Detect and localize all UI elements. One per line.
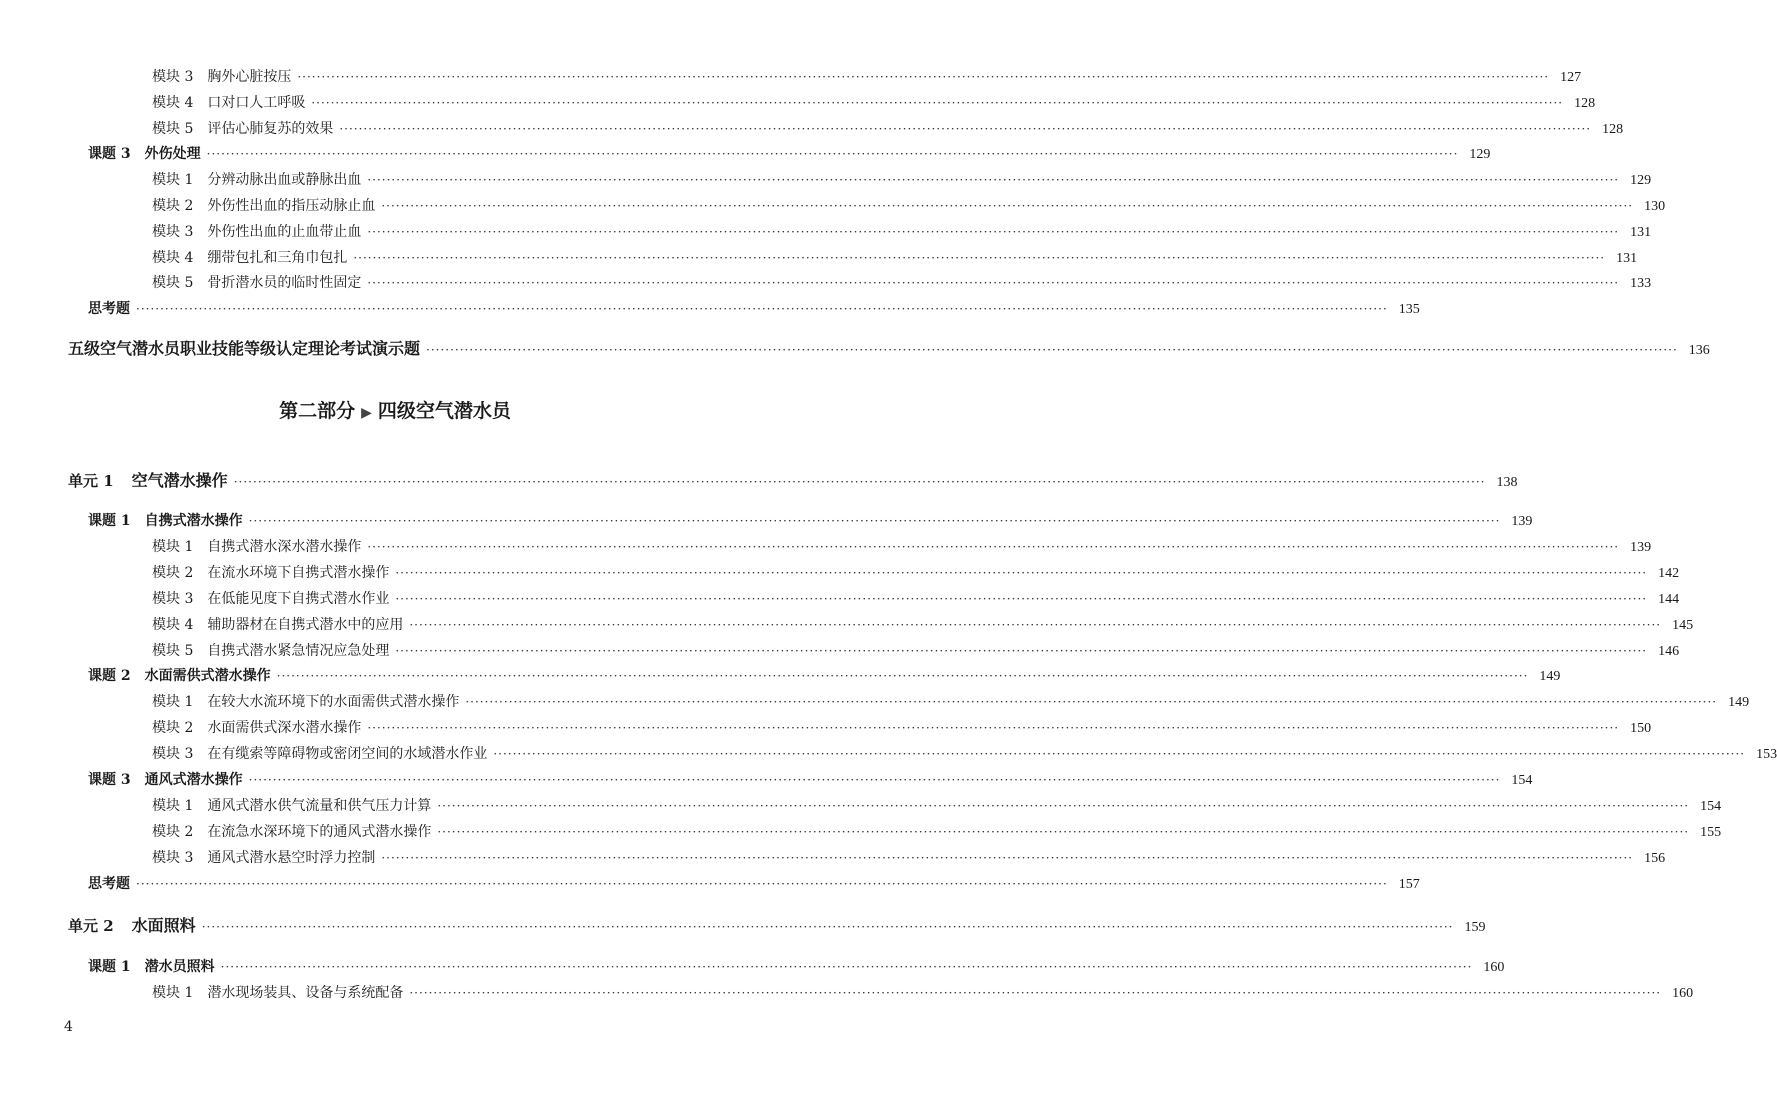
entry-label: 模块 3 [152,590,194,607]
toc-topic-entry [88,769,1533,789]
entry-label: 模块 1 [152,797,194,814]
entry-title: 通风式潜水悬空时浮力控制 [207,849,376,866]
entry-title: 外伤处理 [144,146,201,163]
dot-leader: ···································································································································································································································································· [409,617,1662,632]
entry-title: 水面需供式潜水操作 [144,668,271,685]
entry-page-number: 130 [1644,199,1666,214]
entry-page-number: 154 [1700,798,1722,814]
triangle-arrow-icon: ▶ [361,405,372,421]
exam-entry [68,336,1710,359]
entry-title: 水面需供式深水潜水操作 [207,720,362,737]
entry-label: 模块 3 [152,746,194,763]
entry-page-number: 144 [1658,591,1680,607]
dot-leader: ···································································································································································································································································· [395,565,1648,580]
toc-topic-entry [88,956,1505,976]
entry-page-number: 153 [1756,747,1777,763]
entry-title: 外伤性出血的止血带止血 [207,223,362,240]
dot-leader: ···································································································································································································································································· [409,986,1662,1000]
dot-leader: ···································································································································································································································································· [201,920,1454,934]
entry-page-number: 136 [1688,343,1710,358]
entry-page-number: 139 [1630,539,1652,555]
dot-leader: ···································································································································································································································································· [437,798,1690,813]
page-number: 4 [64,1019,73,1035]
entry-title: 空气潜水操作 [131,471,228,490]
dot-leader: ···································································································································································································································································· [311,95,1564,110]
entry-page-number: 155 [1700,824,1722,840]
entry-label: 模块 5 [152,642,194,659]
entry-title: 评估心肺复苏的效果 [207,120,334,137]
entry-title: 在低能见度下自携式潜水作业 [207,590,390,607]
toc-module-entry [152,195,1666,215]
toc-module-entry [152,847,1666,867]
entry-label: 模块 1 [152,538,194,555]
entry-label: 模块 2 [152,823,194,840]
entry-title: 在有缆索等障碍物或密闭空间的水域潜水作业 [207,746,488,763]
entry-label: 模块 2 [152,564,194,581]
entry-label: 模块 4 [152,94,194,111]
entry-page-number: 131 [1630,224,1652,240]
dot-leader: ···································································································································································································································································· [276,669,1529,684]
entry-page-number: 127 [1560,70,1582,85]
entry-page-number: 129 [1469,147,1491,163]
entry-page-number: 160 [1483,960,1505,975]
toc-module-entry [152,247,1638,267]
toc-module-entry [152,691,1750,711]
dot-leader: ···································································································································································································································································· [395,643,1648,658]
entry-page-number: 157 [1398,876,1420,892]
entry-label: 课题 3 [88,146,131,163]
dot-leader: ···································································································································································································································································· [220,960,1473,974]
entry-label: 单元 2 [68,917,114,935]
entry-page-number: 138 [1496,475,1518,490]
part-heading [0,396,790,423]
toc-topic-entry [88,298,1420,318]
toc-module-entry [152,588,1680,608]
toc-module-entry [152,795,1722,815]
toc-topic-entry [88,873,1420,893]
dot-leader: ···································································································································································································································································· [381,199,1634,213]
dot-leader: ···································································································································································································································································· [426,343,1678,357]
exam-title: 五级空气潜水员职业技能等级认定理论考试演示题 [68,339,421,358]
toc-topic-entry [88,665,1561,685]
dot-leader: ···································································································································································································································································· [206,147,1459,162]
entry-label: 课题 1 [88,959,131,975]
entry-label: 模块 4 [152,616,194,633]
entry-page-number: 133 [1630,276,1652,292]
unit-heading [68,468,1518,491]
dot-leader: ···································································································································································································································································· [136,876,1388,891]
dot-leader: ···································································································································································································································································· [367,224,1620,239]
part-number: 第二部分 [279,400,356,422]
entry-title: 骨折潜水员的临时性固定 [207,275,362,292]
entry-title: 自携式潜水深水潜水操作 [207,538,362,555]
entry-title: 潜水员照料 [144,959,215,975]
dot-leader: ···································································································································································································································································· [339,121,1592,136]
entry-title: 绷带包扎和三角巾包扎 [207,249,348,266]
entry-title: 自携式潜水紧急情况应急处理 [207,642,390,659]
entry-label: 课题 3 [88,772,131,788]
entry-label: 模块 2 [152,720,194,737]
toc-module-entry [152,982,1694,1002]
entry-label: 思考题 [88,875,130,892]
toc-module-entry [152,743,1777,763]
entry-page-number: 129 [1630,173,1652,189]
entry-page-number: 149 [1539,669,1561,685]
dot-leader: ···································································································································································································································································· [367,539,1620,554]
dot-leader: ···································································································································································································································································· [297,70,1550,84]
toc-module-entry [152,92,1596,112]
toc-module-entry [152,562,1680,582]
dot-leader: ···································································································································································································································································· [353,250,1606,265]
entry-label: 课题 2 [88,668,131,685]
unit-heading [68,913,1486,936]
entry-page-number: 142 [1658,565,1680,581]
toc-module-entry [152,536,1652,556]
entry-label: 模块 1 [152,172,194,189]
entry-page-number: 135 [1398,302,1420,318]
entry-label: 模块 3 [152,223,194,240]
entry-label: 模块 2 [152,198,194,214]
toc-topic-entry [88,143,1491,163]
entry-label: 模块 3 [152,849,194,866]
entry-page-number: 128 [1602,121,1624,137]
dot-leader: ···································································································································································································································································· [493,747,1746,762]
entry-label: 思考题 [88,301,130,318]
dot-leader: ···································································································································································································································································· [248,514,1501,528]
entry-label: 模块 1 [152,694,194,711]
toc-module-entry [152,821,1722,841]
entry-label: 模块 4 [152,249,194,266]
entry-label: 模块 5 [152,275,194,292]
toc-topic-entry [88,510,1533,530]
toc-module-entry [152,221,1652,241]
dot-leader: ···································································································································································································································································· [465,695,1718,710]
entry-title: 分辨动脉出血或静脉出血 [207,172,362,189]
entry-title: 通风式潜水供气流量和供气压力计算 [207,797,432,814]
entry-label: 模块 3 [152,69,194,85]
entry-title: 通风式潜水操作 [144,772,243,788]
entry-page-number: 156 [1644,850,1666,866]
entry-page-number: 160 [1672,986,1694,1001]
entry-page-number: 150 [1630,721,1652,737]
entry-title: 辅助器材在自携式潜水中的应用 [207,616,404,633]
entry-title: 自携式潜水操作 [144,513,243,529]
dot-leader: ···································································································································································································································································· [381,850,1634,865]
part-title: 四级空气潜水员 [377,400,511,422]
entry-page-number: 146 [1658,643,1680,659]
dot-leader: ···································································································································································································································································· [437,824,1690,839]
entry-label: 课题 1 [88,513,131,529]
toc-module-entry [152,717,1652,737]
toc-module-entry [152,640,1680,660]
dot-leader: ···································································································································································································································································· [367,721,1620,736]
dot-leader: ···································································································································································································································································· [395,591,1648,606]
dot-leader: ···································································································································································································································································· [248,773,1501,787]
entry-title: 在流水环境下自携式潜水操作 [207,564,390,581]
entry-page-number: 139 [1511,514,1533,529]
entry-label: 模块 5 [152,120,194,137]
entry-page-number: 131 [1616,250,1638,266]
entry-title: 在较大水流环境下的水面需供式潜水操作 [207,694,460,711]
entry-page-number: 159 [1464,920,1486,935]
dot-leader: ···································································································································································································································································· [367,276,1620,291]
entry-title: 胸外心脏按压 [207,69,292,85]
toc-module-entry [152,118,1624,138]
dot-leader: ···································································································································································································································································· [367,173,1620,188]
dot-leader: ···································································································································································································································································· [233,475,1486,489]
entry-label: 模块 1 [152,985,194,1001]
toc-module-entry [152,169,1652,189]
dot-leader: ···································································································································································································································································· [136,302,1388,317]
entry-title: 水面照料 [131,916,196,935]
entry-label: 单元 1 [68,472,114,490]
entry-page-number: 128 [1574,95,1596,111]
toc-module-entry [152,66,1582,86]
entry-title: 外伤性出血的指压动脉止血 [207,198,376,214]
entry-page-number: 154 [1511,773,1533,788]
toc-module-entry [152,272,1652,292]
entry-title: 潜水现场装具、设备与系统配备 [207,985,404,1001]
entry-title: 口对口人工呼吸 [207,94,306,111]
toc-module-entry [152,614,1694,634]
entry-title: 在流急水深环境下的通风式潜水操作 [207,823,432,840]
entry-page-number: 149 [1728,695,1750,711]
entry-page-number: 145 [1672,617,1694,633]
